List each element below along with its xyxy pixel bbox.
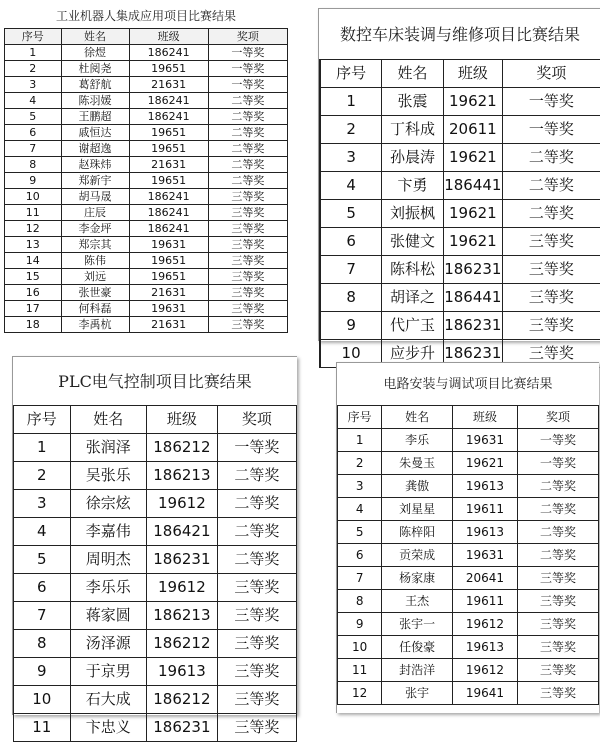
table-cell: 葛舒航	[61, 77, 129, 93]
table-cell: 陈羽媛	[61, 93, 129, 109]
table-cell: 19612	[147, 490, 218, 518]
table-cell: 6	[14, 574, 71, 602]
table-row	[14, 630, 297, 658]
table-cell: 186212	[147, 630, 218, 658]
table-cell: 19613	[452, 521, 517, 544]
table-row	[5, 253, 288, 269]
table-cell: 19631	[129, 237, 208, 253]
table-cell: 186231	[443, 256, 502, 284]
table-row	[5, 221, 288, 237]
column-header: 奖项	[502, 60, 600, 88]
table-cell: 二等奖	[518, 521, 599, 544]
table-cell: 2	[14, 462, 71, 490]
table-cell: 三等奖	[518, 659, 599, 682]
column-header: 班级	[452, 406, 517, 429]
table-cell: 4	[320, 172, 382, 200]
table-cell: 18	[5, 317, 62, 333]
table-cell: 19651	[129, 269, 208, 285]
table-cell: 186212	[147, 434, 218, 462]
table-cell: 一等奖	[518, 452, 599, 475]
table-cell: 三等奖	[518, 613, 599, 636]
table-cell: 徐宗炫	[70, 490, 146, 518]
table-cell: 三等奖	[208, 205, 287, 221]
table-cell: 186241	[129, 189, 208, 205]
table-cell: 一等奖	[502, 88, 600, 116]
table-cell: 二等奖	[208, 157, 287, 173]
column-header: 班级	[129, 29, 208, 45]
table-cell: 张健文	[382, 228, 444, 256]
table-cell: 二等奖	[208, 173, 287, 189]
table-row	[320, 88, 600, 116]
table-row	[5, 317, 288, 333]
table-cell: 19612	[452, 659, 517, 682]
table-cell: 二等奖	[518, 544, 599, 567]
table-row	[14, 602, 297, 630]
table-cell: 186213	[147, 602, 218, 630]
robot-results-panel	[4, 4, 288, 336]
table-row	[338, 498, 599, 521]
table-cell: 21631	[129, 77, 208, 93]
table-cell: 4	[5, 93, 62, 109]
table-row	[5, 93, 288, 109]
table-row	[5, 141, 288, 157]
table-cell: 孙晨涛	[382, 144, 444, 172]
table-cell: 李金坪	[61, 221, 129, 237]
table-cell: 三等奖	[502, 284, 600, 312]
table-cell: 徐煜	[61, 45, 129, 61]
table-row	[338, 521, 599, 544]
table-cell: 21631	[129, 285, 208, 301]
table-cell: 186241	[129, 205, 208, 221]
table-header-row	[14, 406, 297, 434]
table-cell: 186441	[443, 284, 502, 312]
table-cell: 代广玉	[382, 312, 444, 340]
table-cell: 于京男	[70, 658, 146, 686]
table-row	[5, 125, 288, 141]
table-cell: 186241	[129, 221, 208, 237]
table-cell: 三等奖	[217, 574, 296, 602]
column-header: 奖项	[217, 406, 296, 434]
table-cell: 186213	[147, 462, 218, 490]
table-cell: 6	[320, 228, 382, 256]
table-cell: 7	[320, 256, 382, 284]
circuit-results-table	[337, 405, 599, 705]
table-row	[5, 189, 288, 205]
table-cell: 8	[338, 590, 382, 613]
table-cell: 石大成	[70, 686, 146, 714]
column-header: 序号	[320, 60, 382, 88]
table-cell: 19631	[452, 544, 517, 567]
table-cell: 二等奖	[208, 93, 287, 109]
table-row	[320, 256, 600, 284]
table-cell: 4	[14, 518, 71, 546]
table-row	[14, 434, 297, 462]
table-cell: 21631	[129, 317, 208, 333]
table-cell: 186421	[147, 518, 218, 546]
table-cell: 蒋家圆	[70, 602, 146, 630]
table-cell: 庄辰	[61, 205, 129, 221]
table-cell: 陈梓阳	[382, 521, 452, 544]
table-row	[320, 312, 600, 340]
table-cell: 三等奖	[208, 285, 287, 301]
table-cell: 186241	[129, 45, 208, 61]
table-cell: 2	[338, 452, 382, 475]
table-cell: 19651	[129, 173, 208, 189]
table-cell: 三等奖	[518, 567, 599, 590]
table-cell: 19651	[129, 125, 208, 141]
table-cell: 三等奖	[208, 269, 287, 285]
table-cell: 9	[338, 613, 382, 636]
table-cell: 胡马晟	[61, 189, 129, 205]
plc-results-title: PLC电气控制项目比赛结果	[58, 372, 252, 391]
table-cell: 二等奖	[518, 498, 599, 521]
lathe-results-title: 数控车床装调与维修项目比赛结果	[339, 25, 580, 44]
table-row	[14, 462, 297, 490]
table-cell: 二等奖	[502, 200, 600, 228]
table-cell: 1	[14, 434, 71, 462]
table-header-row	[5, 29, 288, 45]
table-cell: 9	[5, 173, 62, 189]
table-row	[5, 269, 288, 285]
table-cell: 郑新宇	[61, 173, 129, 189]
table-cell: 19621	[443, 200, 502, 228]
table-cell: 二等奖	[217, 546, 296, 574]
column-header: 姓名	[382, 406, 452, 429]
table-cell: 7	[14, 602, 71, 630]
table-cell: 杨家康	[382, 567, 452, 590]
table-row	[338, 567, 599, 590]
table-cell: 三等奖	[217, 686, 296, 714]
table-cell: 19611	[452, 498, 517, 521]
table-cell: 三等奖	[502, 256, 600, 284]
table-cell: 15	[5, 269, 62, 285]
table-row	[5, 157, 288, 173]
table-cell: 3	[320, 144, 382, 172]
table-row	[14, 546, 297, 574]
table-cell: 陈伟	[61, 253, 129, 269]
robot-results-table	[4, 28, 288, 333]
table-row	[338, 544, 599, 567]
table-cell: 王鹏超	[61, 109, 129, 125]
table-cell: 186241	[129, 109, 208, 125]
table-cell: 186441	[443, 172, 502, 200]
table-cell: 6	[338, 544, 382, 567]
table-cell: 10	[338, 636, 382, 659]
table-row	[5, 77, 288, 93]
table-cell: 19651	[129, 61, 208, 77]
table-row	[338, 590, 599, 613]
table-cell: 何科磊	[61, 301, 129, 317]
table-cell: 10	[14, 686, 71, 714]
table-cell: 戚恒达	[61, 125, 129, 141]
table-row	[320, 116, 600, 144]
table-row	[338, 429, 599, 452]
table-cell: 12	[5, 221, 62, 237]
table-cell: 19613	[452, 475, 517, 498]
table-cell: 李禹杭	[61, 317, 129, 333]
table-cell: 张震	[382, 88, 444, 116]
table-cell: 16	[5, 285, 62, 301]
circuit-results-panel	[336, 362, 599, 713]
table-cell: 三等奖	[208, 301, 287, 317]
table-row	[338, 659, 599, 682]
table-cell: 186241	[129, 93, 208, 109]
table-cell: 三等奖	[217, 630, 296, 658]
table-cell: 186231	[147, 546, 218, 574]
table-cell: 1	[320, 88, 382, 116]
table-cell: 三等奖	[208, 253, 287, 269]
table-cell: 朱曼玉	[382, 452, 452, 475]
plc-results-table	[13, 405, 297, 742]
table-cell: 一等奖	[208, 61, 287, 77]
table-cell: 3	[14, 490, 71, 518]
table-cell: 二等奖	[208, 125, 287, 141]
table-row	[320, 172, 600, 200]
table-cell: 19631	[129, 301, 208, 317]
table-cell: 刘星星	[382, 498, 452, 521]
table-cell: 186212	[147, 686, 218, 714]
table-cell: 二等奖	[217, 518, 296, 546]
table-cell: 谢超逸	[61, 141, 129, 157]
plc-results-panel	[12, 356, 297, 736]
column-header: 姓名	[70, 406, 146, 434]
table-cell: 2	[320, 116, 382, 144]
table-row	[338, 452, 599, 475]
table-row	[5, 61, 288, 77]
table-header-row	[338, 406, 599, 429]
column-header: 班级	[147, 406, 218, 434]
table-cell: 9	[14, 658, 71, 686]
table-cell: 吴张乐	[70, 462, 146, 490]
table-cell: 二等奖	[518, 475, 599, 498]
table-row	[5, 205, 288, 221]
table-cell: 21631	[129, 157, 208, 173]
table-cell: 7	[5, 141, 62, 157]
table-cell: 19651	[129, 253, 208, 269]
table-cell: 三等奖	[502, 228, 600, 256]
table-cell: 19631	[452, 429, 517, 452]
table-header-row	[320, 60, 600, 88]
table-row	[5, 301, 288, 317]
table-cell: 三等奖	[518, 682, 599, 705]
table-row	[320, 144, 600, 172]
table-row	[5, 109, 288, 125]
table-cell: 19641	[452, 682, 517, 705]
table-cell: 张世豪	[61, 285, 129, 301]
table-cell: 一等奖	[518, 429, 599, 452]
table-cell: 刘远	[61, 269, 129, 285]
table-cell: 丁科成	[382, 116, 444, 144]
table-cell: 1	[338, 429, 382, 452]
table-cell: 三等奖	[208, 317, 287, 333]
table-cell: 19613	[452, 636, 517, 659]
table-row	[5, 45, 288, 61]
table-cell: 7	[338, 567, 382, 590]
table-cell: 刘振枫	[382, 200, 444, 228]
table-row	[320, 200, 600, 228]
table-cell: 三等奖	[502, 312, 600, 340]
column-header: 序号	[5, 29, 62, 45]
table-cell: 王杰	[382, 590, 452, 613]
table-cell: 三等奖	[217, 714, 296, 742]
table-cell: 13	[5, 237, 62, 253]
column-header: 奖项	[518, 406, 599, 429]
table-cell: 任俊豪	[382, 636, 452, 659]
table-cell: 三等奖	[208, 221, 287, 237]
table-cell: 二等奖	[217, 490, 296, 518]
circuit-results-title: 电路安装与调试项目比赛结果	[383, 377, 553, 392]
table-cell: 19612	[452, 613, 517, 636]
table-cell: 龚傲	[382, 475, 452, 498]
table-cell: 杜阅尧	[61, 61, 129, 77]
table-cell: 一等奖	[217, 434, 296, 462]
table-cell: 张润泽	[70, 434, 146, 462]
table-cell: 李乐	[382, 429, 452, 452]
table-cell: 19621	[452, 452, 517, 475]
column-header: 班级	[443, 60, 502, 88]
table-cell: 汤泽源	[70, 630, 146, 658]
table-cell: 8	[14, 630, 71, 658]
table-cell: 三等奖	[217, 602, 296, 630]
table-cell: 三等奖	[208, 237, 287, 253]
table-cell: 8	[5, 157, 62, 173]
table-row	[5, 285, 288, 301]
table-cell: 11	[14, 714, 71, 742]
table-cell: 5	[14, 546, 71, 574]
table-cell: 三等奖	[518, 590, 599, 613]
table-cell: 4	[338, 498, 382, 521]
table-cell: 二等奖	[208, 141, 287, 157]
table-cell: 19621	[443, 228, 502, 256]
table-row	[320, 228, 600, 256]
table-cell: 19621	[443, 88, 502, 116]
column-header: 奖项	[208, 29, 287, 45]
table-cell: 一等奖	[502, 116, 600, 144]
table-cell: 12	[338, 682, 382, 705]
table-cell: 1	[5, 45, 62, 61]
table-cell: 李乐乐	[70, 574, 146, 602]
table-cell: 19621	[443, 144, 502, 172]
table-cell: 9	[320, 312, 382, 340]
table-cell: 三等奖	[217, 658, 296, 686]
table-cell: 10	[320, 340, 382, 368]
table-cell: 卞勇	[382, 172, 444, 200]
table-cell: 张宇一	[382, 613, 452, 636]
table-row	[338, 682, 599, 705]
table-row	[320, 284, 600, 312]
table-cell: 8	[320, 284, 382, 312]
table-cell: 20641	[452, 567, 517, 590]
table-cell: 陈科松	[382, 256, 444, 284]
table-row	[14, 574, 297, 602]
table-cell: 19611	[452, 590, 517, 613]
table-cell: 一等奖	[208, 45, 287, 61]
table-cell: 二等奖	[208, 109, 287, 125]
table-cell: 李嘉伟	[70, 518, 146, 546]
table-cell: 19651	[129, 141, 208, 157]
table-cell: 应步升	[382, 340, 444, 368]
table-cell: 周明杰	[70, 546, 146, 574]
table-row	[14, 518, 297, 546]
table-row	[14, 714, 297, 742]
robot-results-title: 工业机器人集成应用项目比赛结果	[55, 9, 236, 23]
column-header: 序号	[14, 406, 71, 434]
table-row	[338, 613, 599, 636]
table-cell: 6	[5, 125, 62, 141]
table-cell: 张宇	[382, 682, 452, 705]
column-header: 序号	[338, 406, 382, 429]
table-cell: 封浩洋	[382, 659, 452, 682]
table-cell: 贡荣成	[382, 544, 452, 567]
table-cell: 一等奖	[208, 77, 287, 93]
table-cell: 19613	[147, 658, 218, 686]
table-cell: 186231	[443, 340, 502, 368]
table-cell: 胡译之	[382, 284, 444, 312]
table-cell: 20611	[443, 116, 502, 144]
table-cell: 二等奖	[502, 172, 600, 200]
table-cell: 三等奖	[518, 636, 599, 659]
table-cell: 14	[5, 253, 62, 269]
table-cell: 186231	[443, 312, 502, 340]
table-row	[338, 475, 599, 498]
table-cell: 三等奖	[502, 340, 600, 368]
lathe-results-panel	[318, 8, 600, 362]
table-row	[338, 636, 599, 659]
table-cell: 郑宗其	[61, 237, 129, 253]
table-row	[5, 173, 288, 189]
table-cell: 19612	[147, 574, 218, 602]
table-row	[14, 490, 297, 518]
column-header: 姓名	[61, 29, 129, 45]
table-cell: 3	[5, 77, 62, 93]
table-cell: 17	[5, 301, 62, 317]
lathe-results-table	[319, 59, 600, 368]
table-cell: 10	[5, 189, 62, 205]
table-cell: 11	[5, 205, 62, 221]
table-row	[5, 237, 288, 253]
table-cell: 卞忠义	[70, 714, 146, 742]
table-cell: 3	[338, 475, 382, 498]
table-row	[14, 658, 297, 686]
table-cell: 5	[5, 109, 62, 125]
table-cell: 赵珠炜	[61, 157, 129, 173]
table-cell: 二等奖	[502, 144, 600, 172]
table-cell: 5	[320, 200, 382, 228]
table-cell: 2	[5, 61, 62, 77]
table-cell: 186231	[147, 714, 218, 742]
table-row	[14, 686, 297, 714]
table-cell: 11	[338, 659, 382, 682]
table-cell: 二等奖	[217, 462, 296, 490]
column-header: 姓名	[382, 60, 444, 88]
table-cell: 5	[338, 521, 382, 544]
table-cell: 三等奖	[208, 189, 287, 205]
